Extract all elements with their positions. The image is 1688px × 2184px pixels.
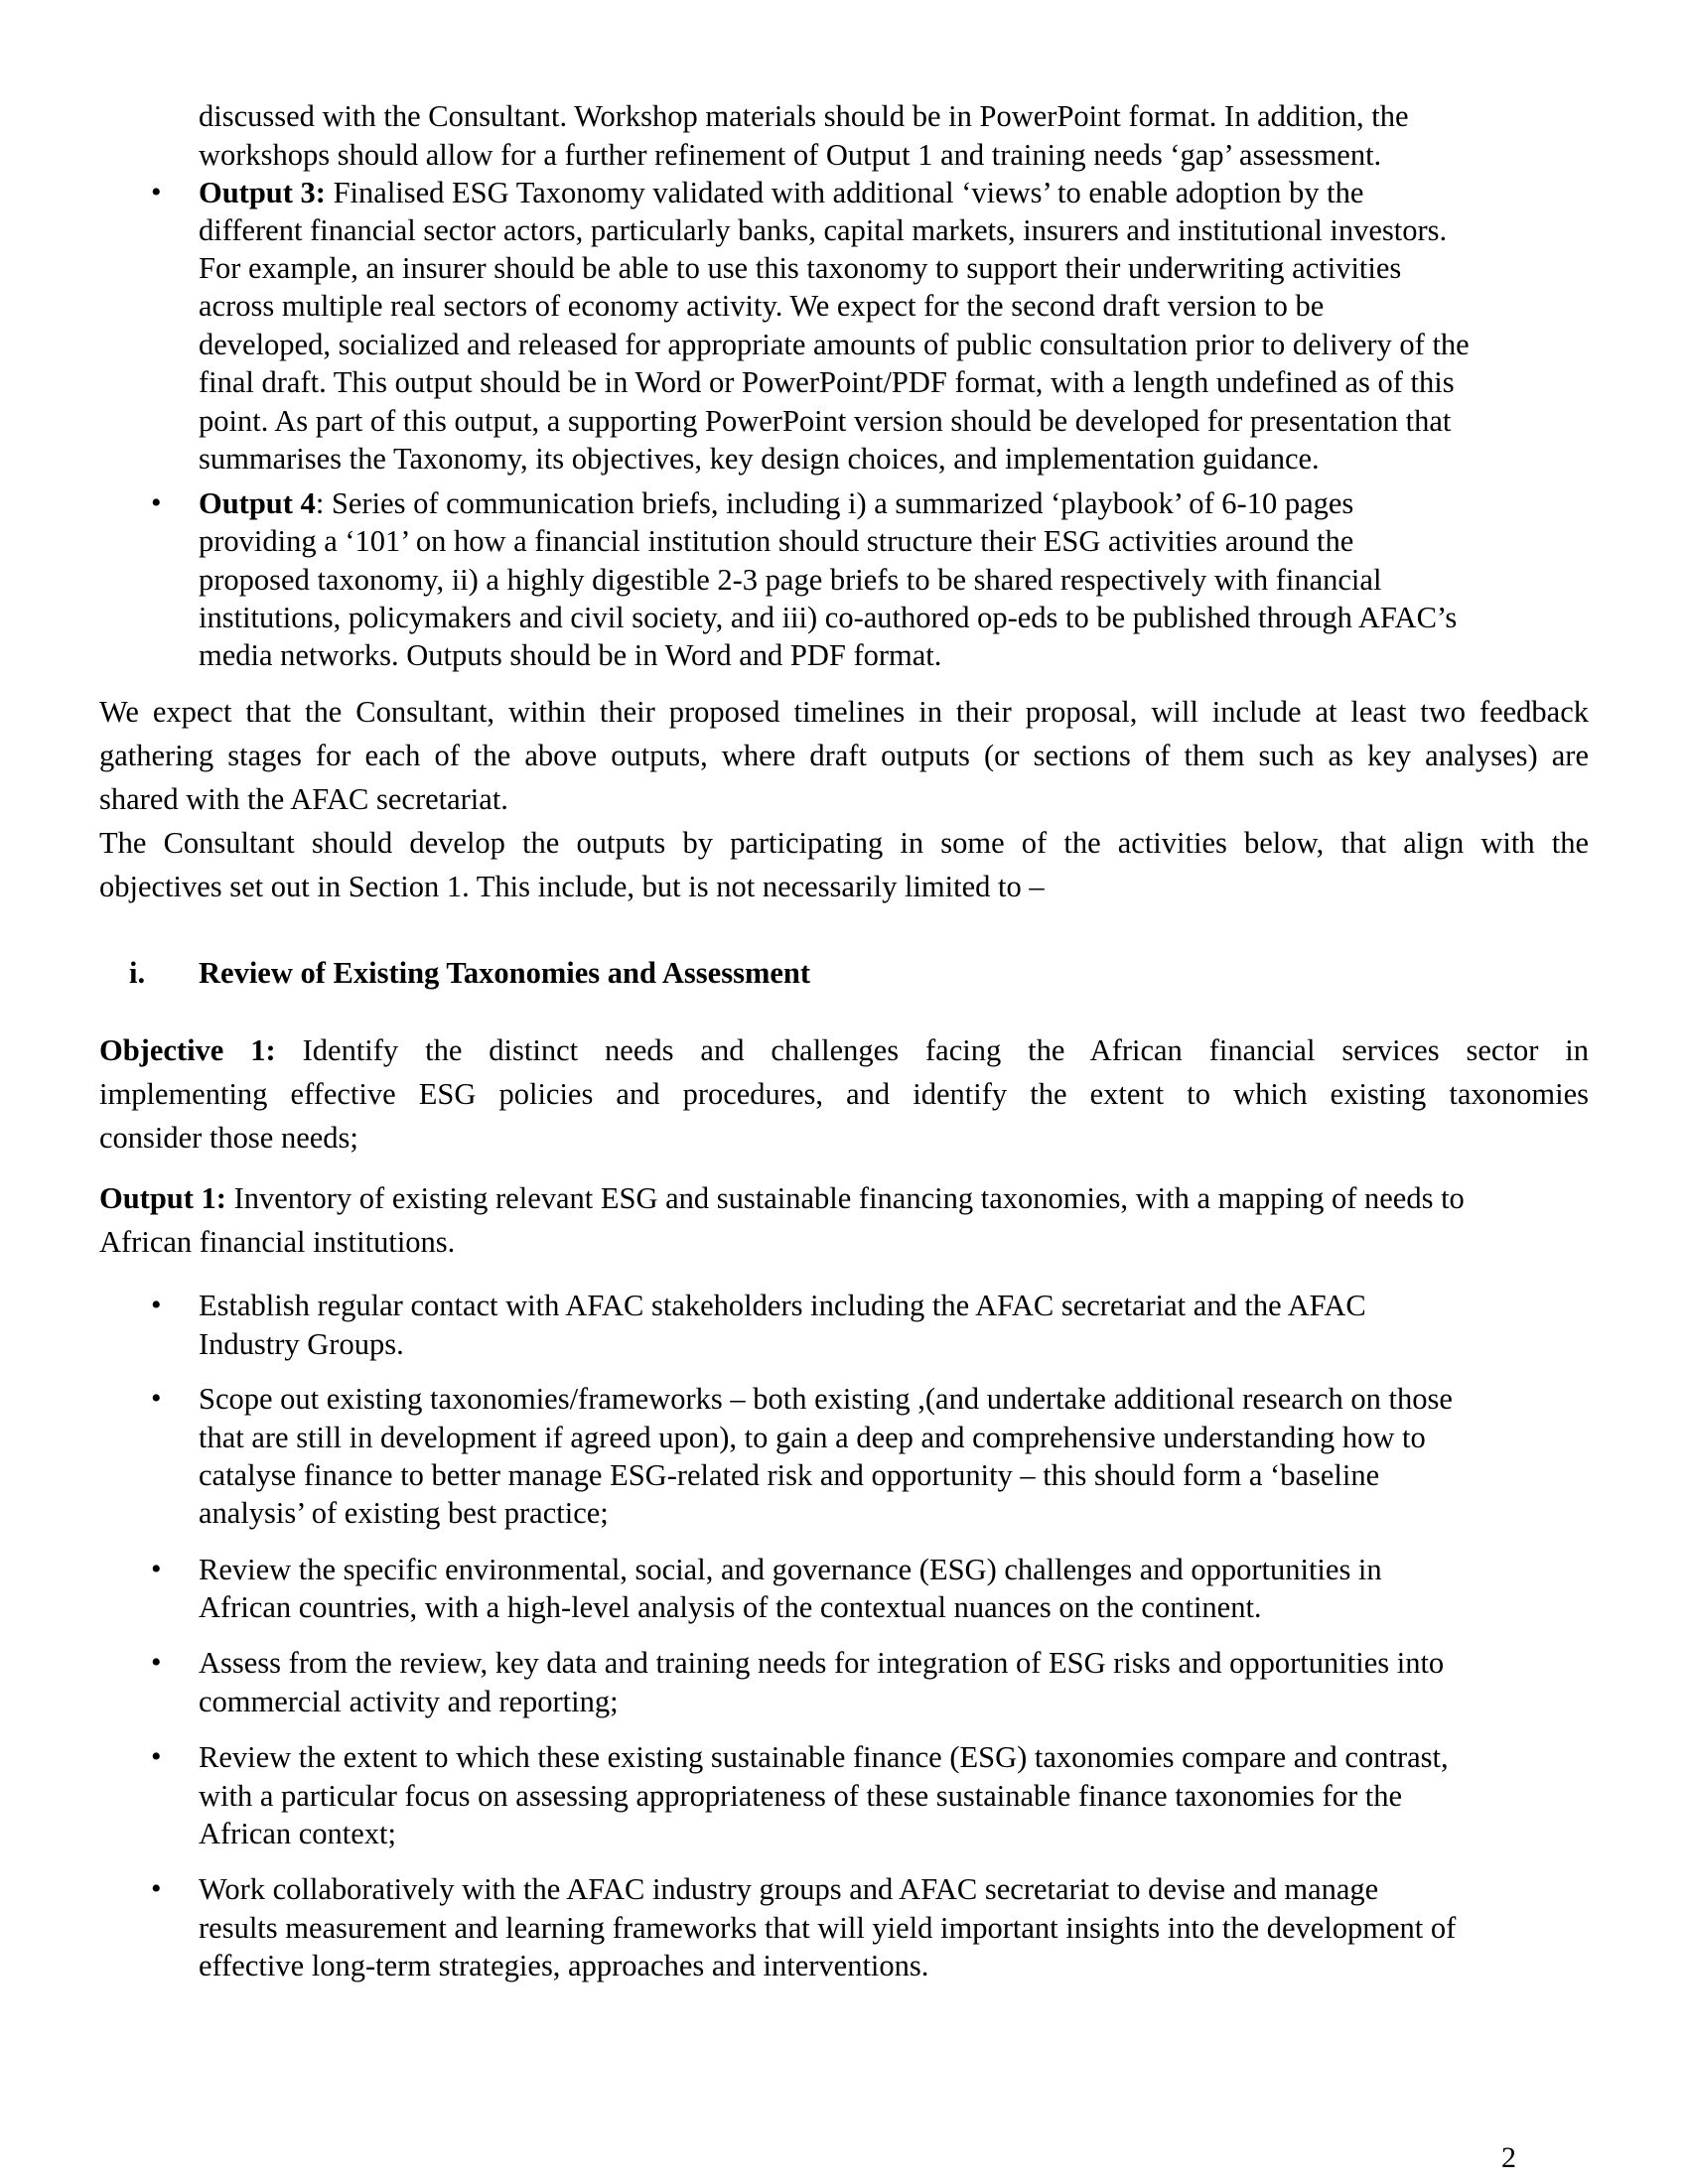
text-line: different financial sector actors, particularly banks, capital markets, insurers and institutional investors. xyxy=(199,213,1448,247)
text-line: developed, socialized and released for appropriate amounts of public consultation prior to delivery of the xyxy=(199,328,1470,361)
bullet-icon: • xyxy=(151,1646,162,1679)
list-item: Establish regular contact with AFAC stakeholders including the AFAC secretariat and the AFAC xyxy=(199,1289,1366,1322)
objective-text: Identify the distinct needs and challenges facing the African financial services sector in xyxy=(275,1033,1590,1067)
objective-label: Objective 1: xyxy=(99,1033,276,1067)
list-item: Assess from the review, key data and training needs for integration of ESG risks and opportunities into xyxy=(199,1646,1445,1680)
output-3-label: Output 3: xyxy=(199,176,326,209)
text-line: results measurement and learning frameworks that will yield important insights into the development of xyxy=(199,1911,1457,1945)
section-heading: Review of Existing Taxonomies and Assessment xyxy=(199,956,811,990)
text-line: effective long-term strategies, approaches and interventions. xyxy=(199,1949,929,1982)
bullet-icon: • xyxy=(151,486,162,519)
text-line: We expect that the Consultant, within their proposed timelines in their proposal, will include at least two feedback xyxy=(99,695,1589,729)
list-item: Scope out existing taxonomies/frameworks – both existing ,(and undertake additional research on those xyxy=(199,1382,1453,1416)
output-1-text: Inventory of existing relevant ESG and sustainable financing taxonomies, with a mapping of needs to xyxy=(225,1181,1465,1215)
output-4-text: : Series of communication briefs, including i) a summarized ‘playbook’ of 6-10 pages xyxy=(315,486,1354,520)
section-numeral: i. xyxy=(129,956,146,990)
text-line: summarises the Taxonomy, its objectives, key design choices, and implementation guidance. xyxy=(199,442,1320,476)
text-line: proposed taxonomy, ii) a highly digestible 2-3 page briefs to be shared respectively with financial xyxy=(199,563,1382,597)
list-item: Review the extent to which these existing sustainable finance (ESG) taxonomies compare and contrast, xyxy=(199,1740,1449,1774)
text-line: consider those needs; xyxy=(99,1121,358,1155)
text-line: with a particular focus on assessing appropriateness of these sustainable finance taxonomies for the xyxy=(199,1779,1403,1813)
output-1-first-line xyxy=(99,1180,1465,1216)
bullet-icon: • xyxy=(151,1553,162,1585)
page-number: 2 xyxy=(1501,2141,1516,2174)
text-line: implementing effective ESG policies and procedures, and identify the extent to which existing taxonomies xyxy=(99,1077,1589,1111)
output-4-first-line xyxy=(199,485,1353,521)
text-line: The Consultant should develop the outputs by participating in some of the activities below, that align with the xyxy=(99,826,1589,860)
text-line: objectives set out in Section 1. This include, but is not necessarily limited to – xyxy=(99,870,1045,903)
text-line: institutions, policymakers and civil society, and iii) co-authored op-eds to be published through AFAC’s xyxy=(199,601,1458,634)
text-line: analysis’ of existing best practice; xyxy=(199,1496,609,1530)
text-line: across multiple real sectors of economy activity. We expect for the second draft version to be xyxy=(199,289,1325,323)
text-line: African countries, with a high-level analysis of the contextual nuances on the continent. xyxy=(199,1590,1262,1624)
output-3-first-line xyxy=(199,175,1363,210)
text-line: African context; xyxy=(199,1817,397,1850)
text-line: point. As part of this output, a supporting PowerPoint version should be developed for presentation that xyxy=(199,404,1452,438)
text-line: gathering stages for each of the above outputs, where draft outputs (or sections of them such as key analyses) are xyxy=(99,739,1589,772)
output-1-label: Output 1: xyxy=(99,1181,226,1215)
output-3-text: Finalised ESG Taxonomy validated with additional ‘views’ to enable adoption by the xyxy=(325,176,1364,209)
text-line: discussed with the Consultant. Workshop materials should be in PowerPoint format. In addition, the xyxy=(199,99,1409,133)
text-line: workshops should allow for a further refinement of Output 1 and training needs ‘gap’ assessment. xyxy=(199,138,1382,172)
list-item: Review the specific environmental, social, and governance (ESG) challenges and opportunities in xyxy=(199,1553,1382,1586)
bullet-icon: • xyxy=(151,1382,162,1415)
text-line: shared with the AFAC secretariat. xyxy=(99,782,508,816)
bullet-icon: • xyxy=(151,1872,162,1905)
objective-first-line xyxy=(99,1032,1589,1068)
text-line: African financial institutions. xyxy=(99,1225,456,1259)
text-line: providing a ‘101’ on how a financial institution should structure their ESG activities around the xyxy=(199,524,1354,558)
list-item: Work collaboratively with the AFAC industry groups and AFAC secretariat to devise and manage xyxy=(199,1872,1379,1906)
bullet-icon: • xyxy=(151,1289,162,1321)
text-line: commercial activity and reporting; xyxy=(199,1685,619,1718)
bullet-icon: • xyxy=(151,176,162,208)
text-line: Industry Groups. xyxy=(199,1327,404,1361)
output-4-label: Output 4 xyxy=(199,486,316,520)
bullet-icon: • xyxy=(151,1740,162,1773)
text-line: For example, an insurer should be able to use this taxonomy to support their underwriting activities xyxy=(199,251,1402,285)
text-line: media networks. Outputs should be in Word and PDF format. xyxy=(199,638,942,672)
text-line: catalyse finance to better manage ESG-related risk and opportunity – this should form a ‘baseline xyxy=(199,1458,1380,1492)
text-line: that are still in development if agreed upon), to gain a deep and comprehensive understanding how to xyxy=(199,1421,1426,1454)
text-line: final draft. This output should be in Word or PowerPoint/PDF format, with a length undefined as of this xyxy=(199,365,1455,399)
